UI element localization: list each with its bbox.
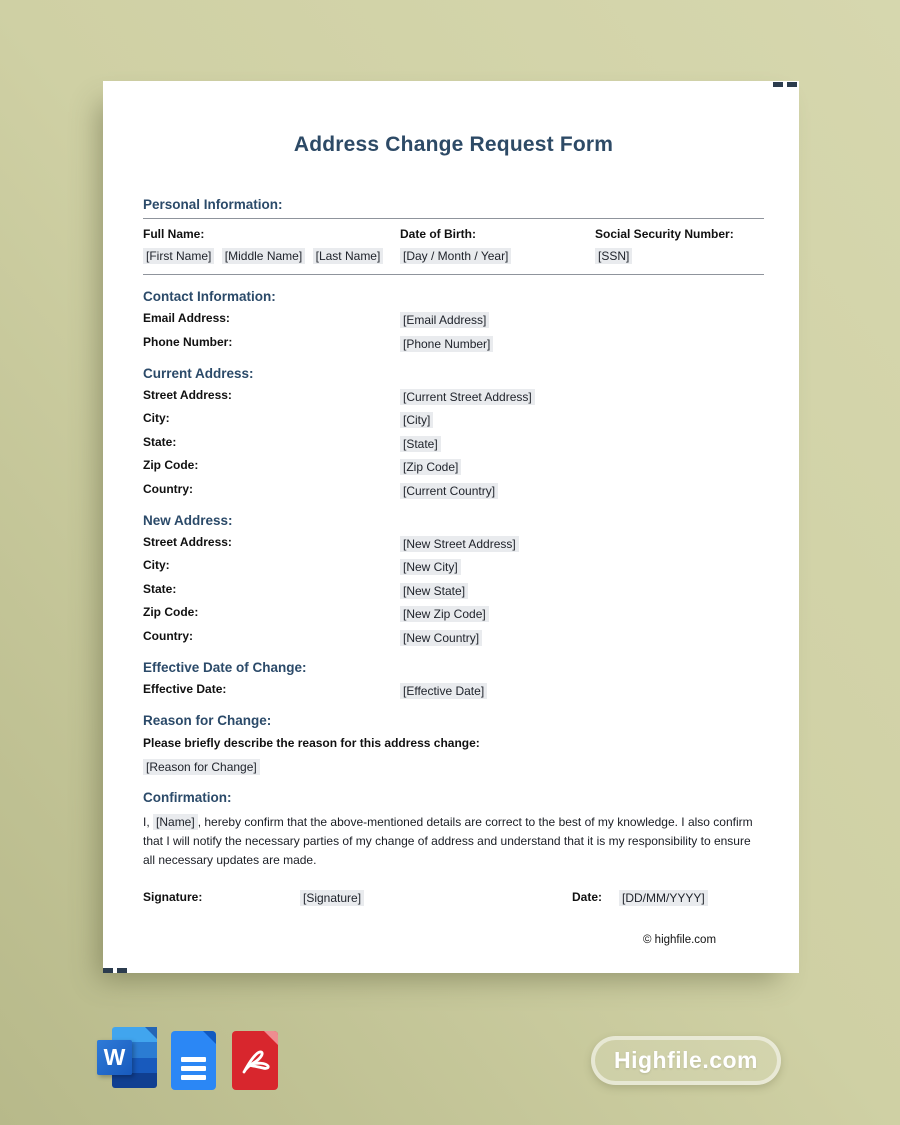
field-label: Street Address: [143,534,232,549]
form-row [143,559,764,575]
field-value [400,459,764,475]
field-label: Date of Birth: [400,227,476,241]
form-row [143,606,764,622]
current-zip-placeholder[interactable]: [Zip Code] [400,459,461,475]
effective-date-section [143,660,764,699]
email-placeholder[interactable]: [Email Address] [400,312,489,328]
field-label: Email Address: [143,311,230,325]
form-row [143,436,764,452]
section-heading: Personal Information: [143,197,283,212]
field-label: Phone Number: [143,334,233,349]
signature-row [143,890,764,906]
document-page [103,81,799,973]
form-row [143,583,764,599]
field-label: Country: [143,481,193,496]
pdf-fold [264,1031,278,1045]
field-value [595,247,764,274]
field-value [400,683,764,699]
google-docs-icon[interactable] [171,1031,216,1090]
personal-info-table [143,219,764,274]
new-city-placeholder[interactable]: [New City] [400,559,461,575]
word-icon[interactable] [97,1026,159,1092]
field-value [400,536,764,552]
name-placeholder[interactable]: [Name] [153,814,198,830]
page-title: Address Change Request Form [293,133,614,156]
corner-dash [117,968,127,973]
pdf-icon[interactable] [232,1031,278,1090]
section-heading: Contact Information: [143,289,276,304]
field-label: Full Name: [143,227,205,241]
last-name-placeholder[interactable]: [Last Name] [313,248,384,264]
field-label: Effective Date: [143,681,227,696]
form-row [143,630,764,646]
field-value [400,389,764,405]
corner-dash [103,968,113,973]
docs-text-line [181,1066,206,1071]
section-heading: Confirmation: [143,789,232,805]
field-label: Country: [143,628,193,643]
divider [143,274,764,275]
form-row [143,483,764,499]
current-street-placeholder[interactable]: [Current Street Address] [400,389,535,405]
form-row [143,312,764,328]
new-state-placeholder[interactable]: [New State] [400,583,468,599]
current-state-placeholder[interactable]: [State] [400,436,441,452]
docs-fold [203,1031,216,1044]
new-zip-placeholder[interactable]: [New Zip Code] [400,606,489,622]
reason-for-change-section [143,713,764,776]
field-value [400,583,764,599]
signature-placeholder[interactable]: [Signature] [300,890,364,906]
word-stripe [112,1073,157,1088]
field-value [400,412,764,428]
effective-date-placeholder[interactable]: [Effective Date] [400,683,487,699]
personal-information-section [143,197,764,275]
highfile-badge-label: Highfile.com [613,1047,758,1073]
ssn-placeholder[interactable]: [SSN] [595,248,632,264]
field-value [400,312,764,328]
corner-dash [787,82,797,87]
field-value [400,483,764,499]
phone-placeholder[interactable]: [Phone Number] [400,336,493,352]
form-row [143,683,764,699]
acrobat-glyph-icon [237,1045,273,1077]
reason-placeholder[interactable]: [Reason for Change] [143,759,260,775]
document-content [103,133,799,906]
section-heading: Effective Date of Change: [143,659,307,675]
current-country-placeholder[interactable]: [Current Country] [400,483,498,499]
reason-prompt: Please briefly describe the reason for this address change: [143,735,480,750]
form-row [143,536,764,552]
date-of-birth-placeholder[interactable]: [Day / Month / Year] [400,248,511,264]
form-row [143,336,764,352]
field-label: Zip Code: [143,605,199,619]
field-label: Zip Code: [143,458,199,472]
field-label: City: [143,558,170,572]
field-label: State: [143,434,177,449]
field-value [400,247,595,274]
middle-name-placeholder[interactable]: [Middle Name] [222,248,305,264]
field-value [400,336,764,352]
field-value [143,758,764,776]
form-row [143,412,764,428]
date-placeholder[interactable]: [DD/MM/YYYY] [619,890,708,906]
current-address-section [143,366,764,499]
date-of-birth-column [400,219,595,274]
field-label: Date: [572,889,603,904]
field-value [400,606,764,622]
field-value [400,436,764,452]
form-row [143,389,764,405]
section-heading: Reason for Change: [143,712,272,728]
field-label: City: [143,411,170,425]
word-fold [145,1027,157,1039]
contact-information-section [143,289,764,352]
full-name-column [143,219,400,274]
field-value [143,247,400,274]
new-street-placeholder[interactable]: [New Street Address] [400,536,519,552]
docs-text-line [181,1075,206,1080]
field-label: Street Address: [143,387,232,402]
new-country-placeholder[interactable]: [New Country] [400,630,482,646]
current-city-placeholder[interactable]: [City] [400,412,433,428]
confirmation-text-rest: , hereby confirm that the above-mentioned details are correct to the best of my knowledge. I also confirm that I will notify the necessary parties of my change of address and understand that it is my responsibility to ensure all necessary updates are made. [143,814,753,867]
docs-text-line [181,1057,206,1062]
confirmation-section [143,790,764,870]
word-letter: W [97,1040,132,1075]
highfile-badge[interactable] [591,1036,781,1085]
field-value [400,559,764,575]
field-label: State: [143,581,177,596]
section-heading: New Address: [143,512,233,528]
confirmation-text-prefix: I, [143,814,154,829]
form-row [143,459,764,475]
confirmation-paragraph [143,813,764,870]
corner-dash [773,82,783,87]
field-value [300,890,572,906]
section-heading: Current Address: [143,365,254,381]
field-value [619,890,764,906]
new-address-section [143,513,764,646]
field-label: Social Security Number: [595,227,734,241]
field-label: Signature: [143,889,203,904]
field-value [400,630,764,646]
first-name-placeholder[interactable]: [First Name] [143,248,214,264]
ssn-column [595,219,764,274]
copyright-credit: © highfile.com [643,934,717,946]
